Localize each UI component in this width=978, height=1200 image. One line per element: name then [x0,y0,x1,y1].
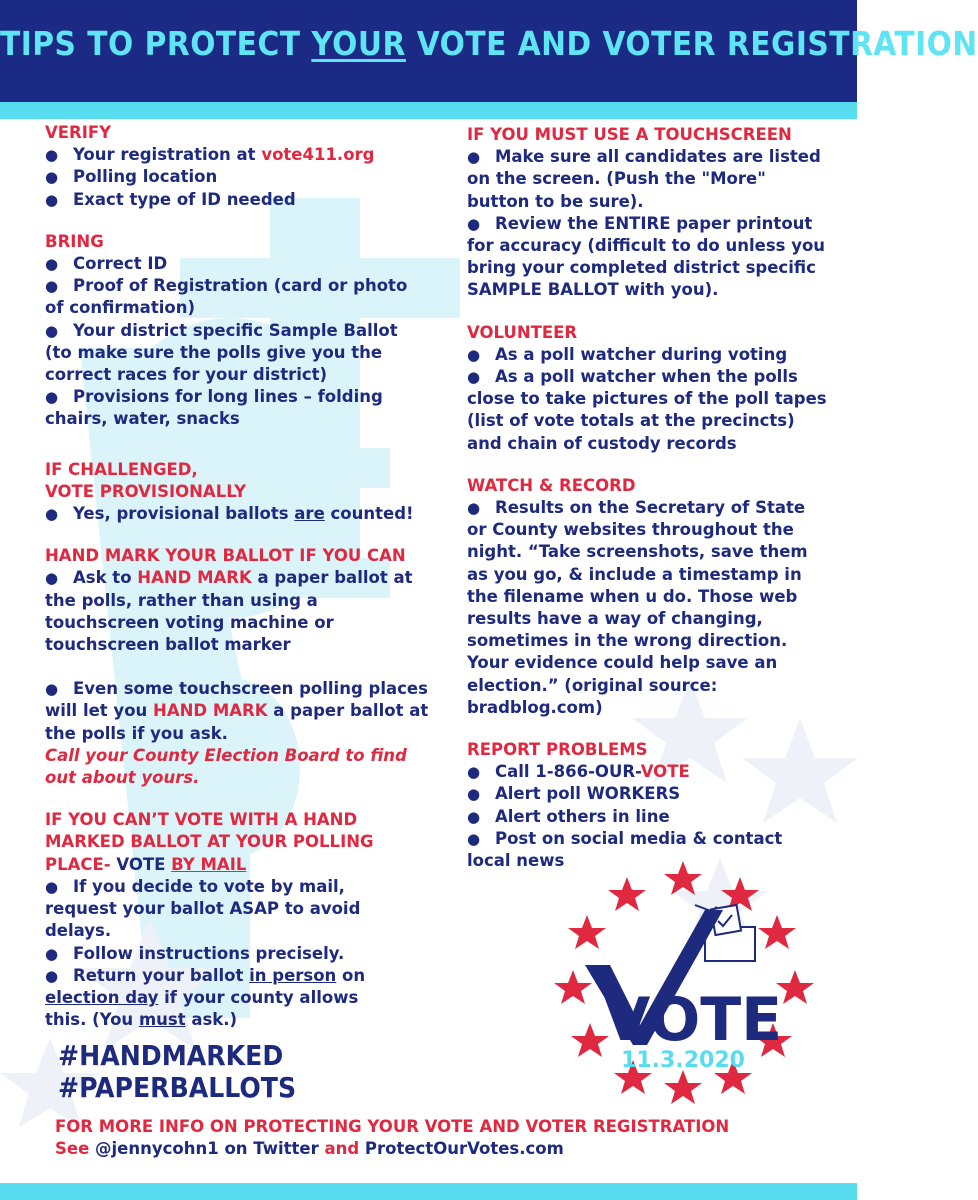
item-text: ask.) [185,1010,238,1030]
section-touchscreen [467,124,827,302]
list-item: ● Follow instructions precisely. [45,943,375,965]
footer-heading: FOR MORE INFO ON PROTECTING YOUR VOTE AND VOTER REGISTRATION [55,1117,730,1136]
list-item [45,503,430,525]
italic-note: Call your County Election Board to find out about yours. [45,745,407,788]
list-item [45,144,430,166]
list-item: ● Alert others in line [467,806,827,828]
star-icon [554,970,592,1004]
twitter-handle-link[interactable]: @jennycohn1 on Twitter [95,1139,319,1158]
page-title [0,24,978,63]
footer-info [55,1116,729,1160]
list-item: ● Polling location [45,166,430,188]
list-item: ● Exact type of ID needed [45,189,430,211]
heading-text: IF YOU CAN’T VOTE WITH A HAND MARKED BALLOT AT YOUR POLLING PLACE- [45,810,374,874]
bottom-cyan-bar [0,1183,857,1200]
hashtags [58,1040,296,1104]
list-item: ● If you decide to vote by mail, request your ballot ASAP to avoid delays. [45,876,375,943]
footer-links-line [55,1138,729,1160]
section-heading-challenged: IF CHALLENGED, [45,459,198,479]
section-watch-record [467,475,827,719]
list-item [45,965,375,1032]
item-text-underlined: in person [249,965,337,985]
list-item: ● Proof of Registration (card or photo of confirmation) [45,275,430,319]
left-column [45,122,430,1051]
item-text-red: VOTE [640,762,690,782]
item-text: Return your ballot [73,965,250,985]
heading-by-mail: BY MAIL [171,854,247,874]
list-item [45,678,430,745]
list-item: ● Alert poll WORKERS [467,783,827,805]
title-underlined-word: YOUR [311,24,406,63]
list-item: ● Provisions for long lines – folding chairs, water, snacks [45,386,430,430]
section-volunteer [467,322,827,455]
item-text-underlined: must [138,1010,186,1030]
item-text: Ask to [73,568,138,588]
section-heading-bymail [45,809,375,876]
section-handmark [45,545,430,789]
header-banner [0,0,978,102]
list-item: ● As a poll watcher when the polls close to take pictures of the poll tapes (list of vote totals at the precincts) and chain of custody records [467,366,827,455]
section-heading-challenged-2: VOTE PROVISIONALLY [45,481,247,501]
item-text-red: HAND MARK [153,701,268,721]
vote-logo [555,855,825,1095]
item-text: Call 1-866-OUR- [495,762,641,782]
list-item: ● As a poll watcher during voting [467,344,827,366]
list-item: ● Correct ID [45,253,430,275]
list-item: ● Make sure all candidates are listed on the screen. (Push the "More" button to be sure). [467,146,827,213]
section-heading-verify: VERIFY [45,123,112,142]
list-item: ● Results on the Secretary of State or County websites throughout the night. “Take screenshots, save them as you go, & include a timestamp in the filename when u do. Those web results have a way of changing, sometimes in the wrong direction. Your evidence could help save an election.” (original source: bradblog.com) [467,497,827,719]
item-text-underlined: election day [45,987,159,1007]
logo-date: 11.3.2020 [621,1048,745,1073]
footer-text: See [55,1139,96,1158]
footer-text: and [318,1139,365,1158]
item-text-red: HAND MARK [137,568,252,588]
top-cyan-bar [0,102,857,119]
title-part: TIPS TO PROTECT [0,24,312,63]
item-text: counted! [324,504,414,524]
right-column [467,124,827,892]
vote411-link[interactable]: vote411.org [261,145,375,165]
section-heading-volunteer: VOLUNTEER [467,322,578,342]
heading-vote: VOTE [116,854,172,874]
section-heading-touchscreen: IF YOU MUST USE A TOUCHSCREEN [467,125,792,144]
item-text: Even some touchscreen polling places will let you [45,679,428,721]
list-item [45,567,430,656]
title-part: VOTE AND VOTER REGISTRATION [405,24,978,63]
list-item: ● Review the ENTIRE paper printout for accuracy (difficult to do unless you bring your completed district specific SAMPLE BALLOT with you). [467,213,827,302]
section-heading-report: REPORT PROBLEMS [467,740,648,760]
section-heading-watch: WATCH & RECORD [467,475,636,495]
item-text: if your county allows this. (You [45,987,359,1030]
section-heading-bring: BRING [45,231,104,251]
item-text: Yes, provisional ballots [73,504,295,524]
logo-word: VOTE [603,985,783,1055]
item-text: a paper ballot at the polls, rather than using a touchscreen voting machine or touchscreen ballot marker [45,568,413,655]
item-text: a paper ballot at the polls if you ask. [45,701,429,743]
hashtag-handmarked: #HANDMARKED [58,1039,284,1072]
list-item: ● Your district specific Sample Ballot (to make sure the polls give you the correct races for your district) [45,320,430,387]
section-heading-handmark: HAND MARK YOUR BALLOT IF YOU CAN [45,546,406,566]
item-text: Your registration at [73,145,262,165]
hashtag-paperballots: #PAPERBALLOTS [58,1071,297,1104]
section-bymail [45,809,375,1031]
star-icon [664,861,702,895]
section-verify [45,122,430,211]
section-report [467,739,827,872]
star-icon [758,915,796,949]
section-bring [45,231,430,431]
list-item [467,761,827,783]
star-icon [568,915,606,949]
star-icon [608,877,646,911]
section-challenged [45,459,430,526]
item-text-underlined: are [294,504,325,524]
item-text: on [336,965,366,985]
protectourvotes-link[interactable]: ProtectOurVotes.com [364,1139,564,1158]
list-item: ● Post on social media & contact local news [467,828,827,872]
